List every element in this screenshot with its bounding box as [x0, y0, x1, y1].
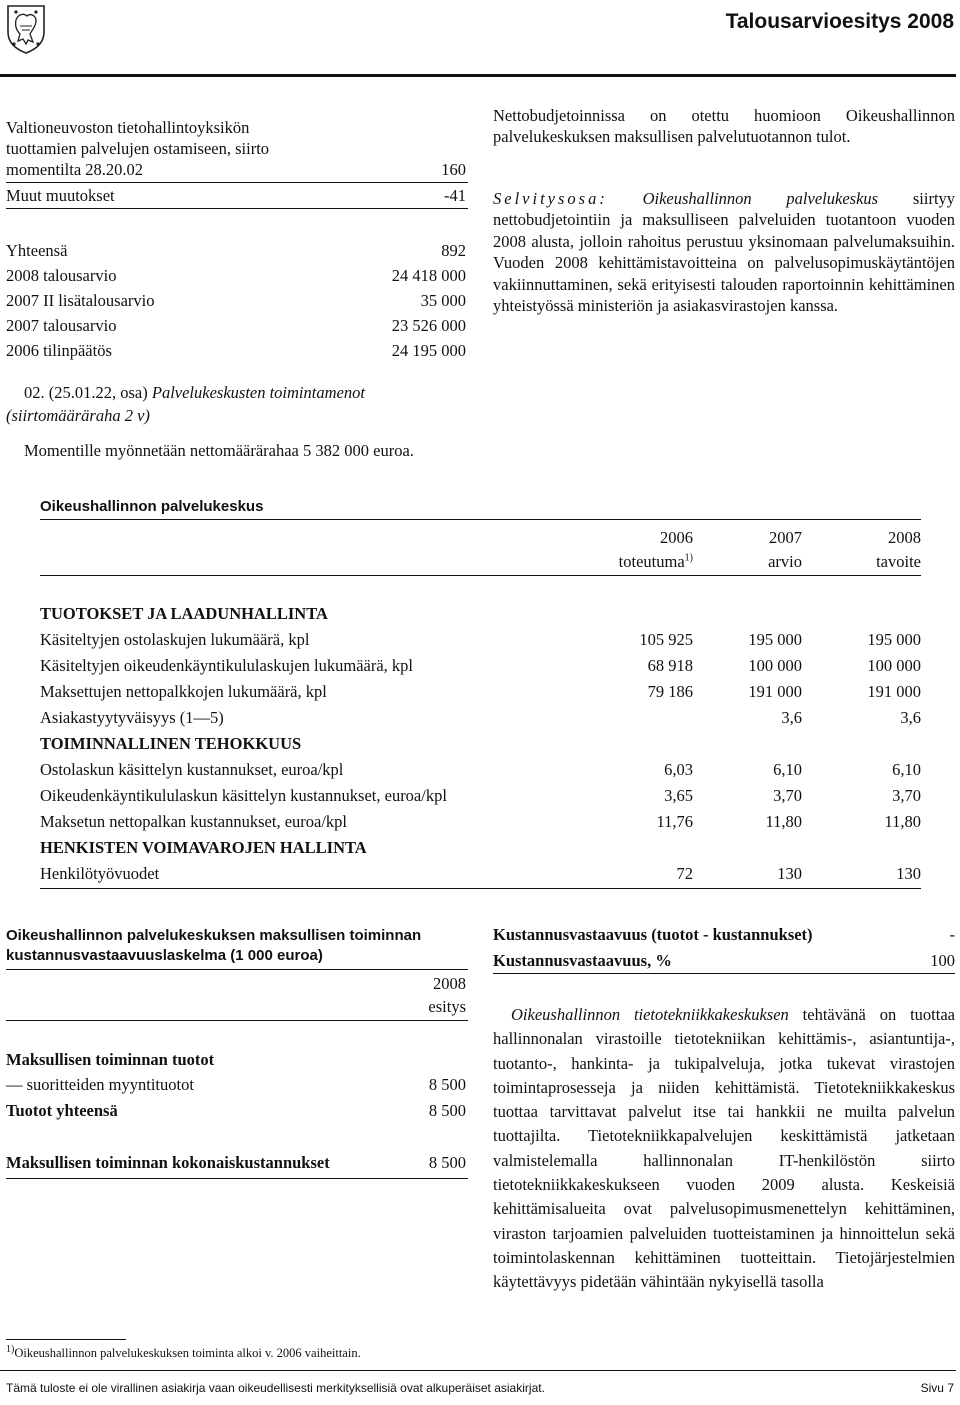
lt-line3: momentilta 28.20.02 — [6, 160, 144, 179]
calc-title-1: Oikeushallinnon palvelukeskuksen maksullisen toiminnan — [6, 927, 422, 944]
selvitys-label: Selvitysosa: — [493, 189, 608, 208]
calc-rule-top — [6, 969, 468, 970]
budget-value: 24 418 000 — [391, 266, 466, 285]
calc-income-total-value: 8 500 — [428, 1101, 466, 1120]
selvitys-italic: Oikeushallinnon palvelukeskus — [642, 189, 879, 208]
coverage-rule — [493, 973, 955, 974]
table-cell: 6,10 — [892, 760, 921, 779]
rt-para1: Nettobudjetoinnissa on otettu huomioon Oikeushallinnon palvelukeskuksen maksullisen palvelutuotannon tulot. — [493, 106, 955, 147]
moment-text: Momentille myönnetään nettomäärärahaa 5 382 000 euroa. — [24, 441, 414, 460]
lt-rule-2 — [6, 208, 468, 209]
lt-yht-label: Yhteensä — [6, 241, 68, 260]
table-cell: 100 000 — [748, 656, 802, 675]
coverage-label-2: Kustannusvastaavuus, % — [493, 951, 672, 970]
calc-cost-value: 8 500 — [428, 1153, 466, 1172]
header-rule — [0, 74, 956, 77]
footnote-rule — [6, 1339, 126, 1340]
calc-cost-label: Maksullisen toiminnan kokonaiskustannukset — [6, 1153, 330, 1172]
table-row-label: Henkilötyövuodet — [40, 864, 160, 883]
footnote-text: Oikeushallinnon palvelukeskuksen toiminta alkoi v. 2006 vaiheittain. — [14, 1346, 361, 1360]
perf-col-type: tavoite — [876, 552, 921, 571]
table-cell: 6,03 — [664, 760, 693, 779]
perf-section-heading: HENKISTEN VOIMAVAROJEN HALLINTA — [40, 838, 367, 857]
table-cell: 6,10 — [773, 760, 802, 779]
perf-col-year: 2006 — [660, 528, 693, 547]
budget-label: 2007 II lisätalousarvio — [6, 291, 155, 310]
footnote — [6, 1345, 361, 1361]
moment-heading — [24, 382, 365, 403]
lt-muut-value: -41 — [444, 186, 466, 205]
perf-rule-bottom — [40, 888, 921, 889]
perf-col-type-text: toteutuma — [618, 552, 685, 571]
rb-text: tehtävänä on tuottaa hallinnonalan virastoille tietotekniikan kehittämis-, asiantuntija-, tuotanto-, hankinta- ja tukipalveluja, jotka tukevat virastojen toimintaprosesseja ja niiden kehittämistä. Tietotekniikkakeskus tuottaa tarvittavat palvelut itse tai hankkii ne muilta palvelun tuottajilta. Tietotekniikkapalvelujen keskittämistä jatketaan valmistelemalla hallinnonalan IT-henkilöstön siirto tietotekniikkakeskukseen vuoden 2009 alusta. Keskeisiä kehittämisalueita ovat palvelusopimusmenettelyn kehittäminen, viraston tarjoamien palveluiden tuotteistaminen ja hinnoittelun sekä toimintolaskennan kehittäminen tuotteittain. Tietojärjestelmien käytettävyys pidetään vähintään nykyisellä tasolla — [493, 1005, 956, 1292]
calc-income-total-label: Tuotot yhteensä — [6, 1101, 118, 1120]
rt-selvitys — [493, 188, 955, 317]
table-row-label: Käsiteltyjen oikeudenkäyntikululaskujen lukumäärä, kpl — [40, 656, 413, 675]
table-cell: 11,76 — [656, 812, 693, 831]
moment-title: Palvelukeskusten toimintamenot — [151, 383, 365, 402]
lt-line2: tuottamien palvelujen ostamiseen, siirto — [6, 139, 270, 158]
perf-col-type — [619, 551, 693, 572]
perf-col-type: arvio — [768, 552, 802, 571]
calc-income-heading: Maksullisen toiminnan tuotot — [6, 1050, 215, 1069]
table-cell: 100 000 — [867, 656, 921, 675]
perf-rule-head — [40, 575, 921, 576]
moment-number: 02. — [24, 383, 45, 402]
perf-rule-top — [40, 519, 921, 520]
table-cell: 191 000 — [867, 682, 921, 701]
calc-col-year: 2008 — [433, 974, 466, 993]
budget-value: 23 526 000 — [391, 316, 466, 335]
perf-col-year: 2008 — [888, 528, 921, 547]
calc-rule-head — [6, 1020, 468, 1021]
perf-col-note: 1) — [684, 552, 693, 564]
table-cell: 3,65 — [664, 786, 693, 805]
table-row-label: Asiakastyytyväisyys (1—5) — [40, 708, 224, 727]
coverage-value-1: - — [949, 925, 955, 944]
budget-label: 2006 tilinpäätös — [6, 341, 112, 360]
table-cell: 3,70 — [773, 786, 802, 805]
page-title: Talousarvioesitys 2008 — [725, 10, 954, 33]
table-cell: 11,80 — [884, 812, 921, 831]
footnote-marker: 1) — [6, 1343, 15, 1355]
table-cell: 72 — [676, 864, 693, 883]
table-cell: 68 918 — [647, 656, 693, 675]
table-cell: 11,80 — [765, 812, 802, 831]
footer-disclaimer: Tämä tuloste ei ole virallinen asiakirja vaan oikeudellisesti merkityksellisiä ovat alkuperäiset asiakirjat. — [6, 1381, 545, 1395]
table-cell: 105 925 — [639, 630, 693, 649]
footer-page-number: Sivu 7 — [920, 1381, 954, 1395]
budget-label: 2008 talousarvio — [6, 266, 117, 285]
budget-value: 24 195 000 — [391, 341, 466, 360]
moment-code: (25.01.22, osa) — [48, 383, 148, 402]
table-cell: 195 000 — [867, 630, 921, 649]
rb-italic: Oikeushallinnon tietotekniikkakeskuksen — [511, 1005, 789, 1024]
calc-col-type: esitys — [428, 997, 466, 1016]
table-row-label: Oikeudenkäyntikululaskun käsittelyn kustannukset, euroa/kpl — [40, 786, 447, 805]
lt-line1: Valtioneuvoston tietohallintoyksikön — [6, 118, 250, 137]
budget-value: 35 000 — [420, 291, 466, 310]
table-cell: 3,70 — [892, 786, 921, 805]
table-cell: 3,6 — [781, 708, 802, 727]
crest-icon — [6, 4, 46, 54]
table-cell: 191 000 — [748, 682, 802, 701]
rb-paragraph — [493, 1003, 955, 1295]
table-row-label: Käsiteltyjen ostolaskujen lukumäärä, kpl — [40, 630, 310, 649]
coverage-value-2: 100 — [930, 951, 955, 970]
budget-label: 2007 talousarvio — [6, 316, 117, 335]
perf-table-title: Oikeushallinnon palvelukeskus — [40, 498, 264, 515]
calc-rule-bottom — [6, 1178, 468, 1179]
table-cell: 130 — [777, 864, 802, 883]
table-cell: 79 186 — [647, 682, 693, 701]
calc-income-item-value: 8 500 — [428, 1075, 466, 1094]
perf-section-heading: TUOTOKSET JA LAADUNHALLINTA — [40, 604, 328, 623]
perf-section-heading: TOIMINNALLINEN TEHOKKUUS — [40, 734, 302, 753]
lt-muut-label: Muut muutokset — [6, 186, 115, 205]
table-row-label: Maksetun nettopalkan kustannukset, euroa/kpl — [40, 812, 348, 831]
table-cell: 195 000 — [748, 630, 802, 649]
table-cell: 130 — [896, 864, 921, 883]
calc-title-2: kustannusvastaavuuslaskelma (1 000 euroa) — [6, 947, 323, 964]
lt-line3-value: 160 — [441, 160, 466, 179]
footer-rule — [0, 1370, 956, 1371]
calc-income-item-label: — suoritteiden myyntituotot — [6, 1075, 194, 1094]
table-cell: 3,6 — [900, 708, 921, 727]
table-row-label: Ostolaskun käsittelyn kustannukset, euroa/kpl — [40, 760, 344, 779]
coverage-label-1: Kustannusvastaavuus (tuotot - kustannukset) — [493, 925, 813, 944]
selvitys-text: siirtyy nettobudjetointiin ja maksulliseen palveluiden tuotantoon vuoden 2008 alusta, jolloin rahoitus perustuu yksinomaan palvelumaksuihin. Vuoden 2008 kehittämistavoitteina on palvelusopimuskäytäntöjen vakiinnuttaminen, sekä erityisesti talouden raportoinnin kehittäminen yhteistyössä ministeriön ja asiakasvirastojen kanssa. — [493, 189, 956, 316]
perf-col-year: 2007 — [769, 528, 802, 547]
lt-yht-value: 892 — [441, 241, 466, 260]
table-row-label: Maksettujen nettopalkkojen lukumäärä, kpl — [40, 682, 327, 701]
lt-rule-1 — [6, 182, 468, 183]
moment-subtitle: (siirtomääräraha 2 v) — [6, 406, 150, 425]
